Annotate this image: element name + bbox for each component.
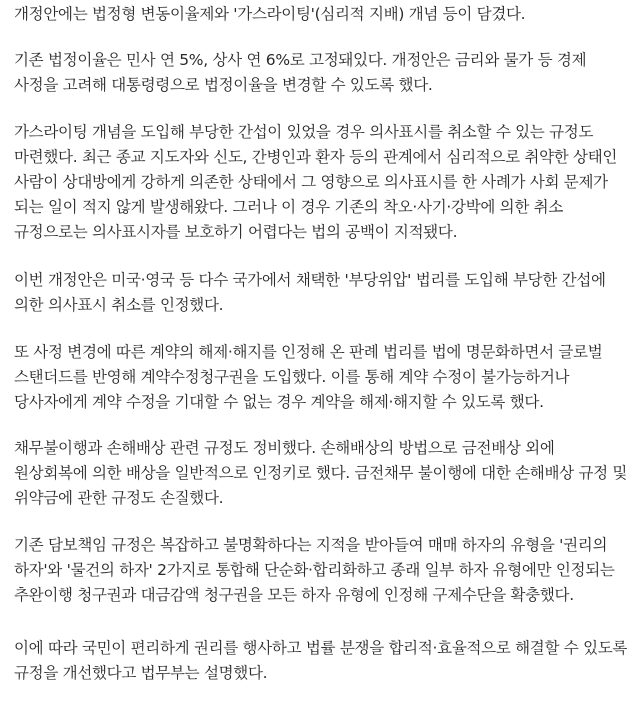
paragraph-warranty-liability: 기존 담보책임 규정은 복잡하고 불명확하다는 지적을 받아들여 매매 하자의 유형을 '권리의 하자'와 '물건의 하자' 2가지로 통합해 단순화·합리화하고 종래 일부 하자 유형에만 인정되는 추완이행 청구권과 대금감액 청구권을 모든 하자 유형에 인정해 구제수단을 확충했다. <box>14 536 615 604</box>
paragraph-legal-interest-rate: 기존 법정이율은 민사 연 5%, 상사 연 6%로 고정돼있다. 개정안은 금리와 물가 등 경제 사정을 고려해 대통령령으로 법정이율을 변경할 수 있도록 했다. <box>14 51 587 94</box>
paragraph-undue-influence: 이번 개정안은 미국·영국 등 다수 국가에서 채택한 '부당위압' 법리를 도입해 부당한 간섭에 의한 의사표시 취소를 인정했다. <box>14 271 606 314</box>
paragraph-damages: 채무불이행과 손해배상 관련 규정도 정비했다. 손해배상의 방법으로 금전배상 외에 원상회복에 의한 배상을 일반적으로 인정키로 했다. 금전채무 불이행에 대한 손해배상 규정 및 위약금에 관한 규정도 손질했다. <box>14 439 628 507</box>
paragraph-contract-modification: 또 사정 변경에 따른 계약의 해제·해지를 인정해 온 판례 법리를 법에 명문화하면서 글로벌 스탠더드를 반영해 계약수정청구권을 도입했다. 이를 통해 계약 수정이 불가능하거나 당사자에게 계약 수정을 기대할 수 없는 경우 계약을 해제·해지할 수 있도록 했다. <box>14 343 603 411</box>
paragraph-conclusion: 이에 따라 국민이 편리하게 권리를 행사하고 법률 분쟁을 합리적·효율적으로 해결할 수 있도록 규정을 개선했다고 법무부는 설명했다. <box>14 639 628 682</box>
paragraph-variable-interest-intro: 개정안에는 법정형 변동이율제와 '가스라이팅'(심리적 지배) 개념 등이 담겼다. <box>14 5 526 23</box>
paragraph-gaslighting: 가스라이팅 개념을 도입해 부당한 간섭이 있었을 경우 의사표시를 취소할 수 있는 규정도 마련했다. 최근 종교 지도자와 신도, 간병인과 환자 등의 관계에서 심리적으로 취약한 상태인 사람이 상대방에게 강하게 의존한 상태에서 그 영향으로 의사표시를 한 사례가 사회 문제가 되는 일이 적지 않게 발생해왔다. 그러나 이 경우 기존의 착오·사기·강박에 의한 취소 규정으로는 의사표시자를 보호하기 어렵다는 법의 공백이 지적됐다. <box>14 123 618 241</box>
